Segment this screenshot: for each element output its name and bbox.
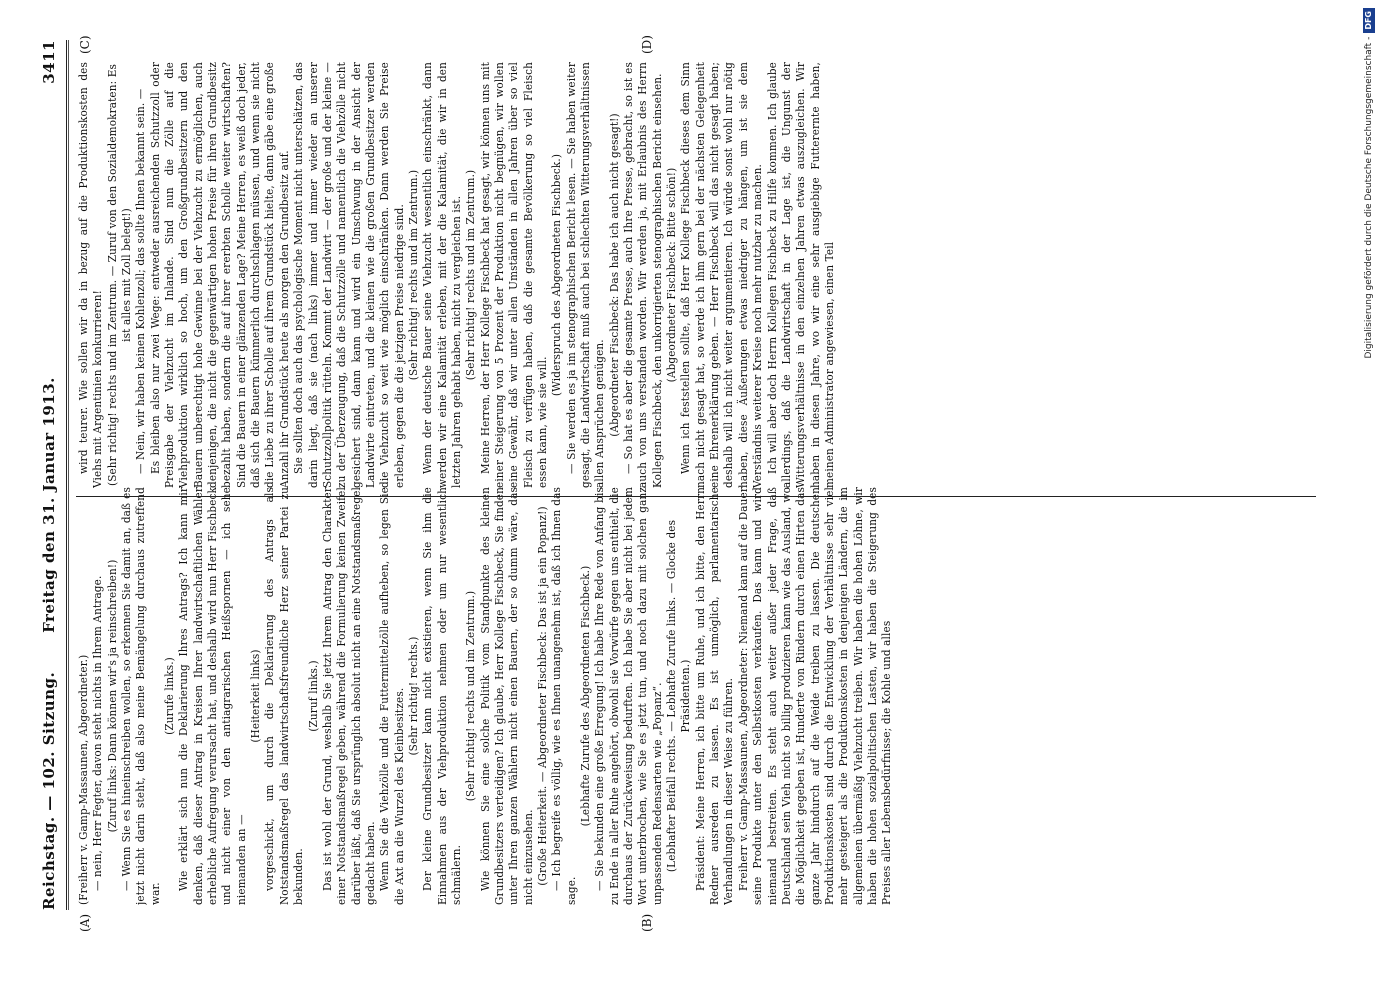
left-column-paragraph: (Lebhafter Beifall rechts. — Lebhafte Zurufe links. — Glocke des Präsidenten.): [664, 519, 693, 873]
margin-marker-c: (C): [78, 35, 92, 54]
left-column-paragraph: — Ich begreife es völlig, wie es Ihnen unangenehm ist, daß ich Ihnen das sage.: [549, 487, 578, 905]
header-rule-thin: [68, 40, 69, 910]
right-column-paragraph: (Abgeordneter Fischbeck: Das habe ich auch nicht gesagt!): [606, 113, 621, 437]
right-column-paragraph: (Sehr richtig! rechts und im Zentrum.): [405, 169, 420, 381]
right-column-paragraph: Es bleiben also nur zwei Wege: entweder ausreichenden Schutzzoll oder Preisgabe der Viehzucht im Inlande. Sind nun die Zölle auf die Viehproduktion wirklich so hoch, um den Großgrundbesitzern und den Bauern unberechtigt hohe Gewinne bei der Viehzucht zu ermöglichen, auch denjenigen, die nicht die gegenwärtigen hohen Preise für ihren Grundbesitz bezahlt haben, sondern die auf ihrer ererbten Scholle weiter wirtschaften? Sind die Bauern in einer glänzenden Lage? Meine Herren, es weiß doch jeder, daß sich die Bauern kümmerlich durchschlagen müssen, und wenn sie nicht die Liebe zu ihrer Scholle auf ihrem Grundstück hielte, dann gäbe eine große Anzahl ihr Grundstück heute als morgen den Grundbesitz auf.: [147, 62, 291, 488]
right-text-column: [76, 62, 1316, 488]
right-column-paragraph: Ich will aber doch Herrn Kollegen Fischbeck zu Hilfe kommen. Ich glaube allerdings, daß die Landwirtschaft in der Lage ist, die Ungunst der Witterungsverhältnisse in den einzelnen Jahren etwas auszugleichen. Wir haben in diesen Jahre, wo wir eine sehr ausgiebige Futterernte haben, meinen Administrator angewiesen, einen Teil: [764, 62, 836, 488]
left-text-column: [76, 487, 1326, 905]
left-column-paragraph: Freiherr v. Gamp-Massaunen, Abgeordneter: Niemand kann auf die Dauer seine Produkte unter den Selbstkosten verkaufen. Das kann und wird niemand bestreiten. Es steht auch weiter außer jeder Frage, daß Deutschland sein Vieh nicht so billig produzieren kann wie das Ausland, wo die Möglichkeit gegeben ist, Hunderte von Rindern durch einen Hirten das ganze Jahr hindurch auf die Weide treiben zu lassen. Die deutschen Produktionskosten sind durch die Entwicklung der Verhältnisse sehr viel mehr gesteigert als die Produktionskosten in denjenigen Ländern, die im allgemeinen übermäßig Viehzucht treiben. Wir haben die hohen Löhne, wir haben die hohen sozialpolitischen Lasten, wir haben die Steigerung des Preises aller Lebensbedürfnisse; die Kohle und alles: [735, 487, 894, 905]
left-column-paragraph: — Sie bekunden eine große Erregung! Ich habe Ihre Rede von Anfang bis zu Ende in aller Ruhe angehört, obwohl sie Vorwürfe gegen uns enthielt, die durchaus der Zurückweisung bedurften. Ich habe Sie aber nicht bei jedem Wort unterbrochen, wie Sie es jetzt tun, und noch dazu mit solchen ganz unpassenden Redensarten wie „Popanz“.: [592, 487, 664, 905]
column-divider: [76, 496, 1316, 497]
right-column-paragraph: — So hat es aber die gesamte Presse, auch Ihre Presse, gebracht, so ist es auch von uns verstanden worden. Wir werden ja, mit Erlaubnis des Herrn Kollegen Fischbeck, den unkorrigierten stenographischen Bericht einsehen.: [621, 62, 664, 488]
right-column-paragraph: — Sie werden es ja im stenographischen Bericht lesen. — Sie haben weiter gesagt, die Landwirtschaft muß auch bei schlechten Witterungsverhältnissen allen Ansprüchen genügen.: [563, 62, 607, 488]
page-header: [40, 40, 62, 970]
left-column-paragraph: (Lebhafte Zurufe des Abgeordneten Fischbeck.): [578, 565, 593, 827]
left-column-paragraph: (Sehr richtig! rechts.): [405, 636, 420, 756]
header-rule: [66, 40, 67, 910]
right-column-paragraph: Meine Herren, der Herr Kollege Fischbeck hat gesagt, wir können uns mit einer Steigerung von 5 Prozent der Produktion nicht begnügen, wir wollen eine Gewähr, daß wir unter allen Umständen in allen Jahren über so viel Fleisch zu verfügen haben, daß die gesamte Bevölkerung so viel Fleisch essen kann, wie sie will.: [477, 62, 549, 488]
header-page-number: 3411: [40, 40, 58, 84]
right-column-paragraph: (Sehr richtig! rechts und im Zentrum.): [463, 169, 478, 381]
right-column-paragraph: (Widerspruch des Abgeordneten Fischbeck.): [549, 153, 564, 397]
header-session: Reichstag. — 102. Sitzung.: [40, 671, 58, 910]
left-column-paragraph: Präsident: Meine Herren, ich bitte um Ruhe, und ich bitte, den Herrn Redner ausreden zu lassen. Es ist unmöglich, parlamentarische Verhandlungen in dieser Weise zu führen.: [692, 487, 736, 905]
left-column-paragraph: (Große Heiterkeit. — Abgeordneter Fischbeck: Das ist ja ein Popanz!): [535, 506, 549, 886]
right-column-paragraph: Wenn ich feststellen sollte, daß Herr Kollege Fischbeck dieses dem Sinn nach nicht gesagt hat, so werde ich ihm gern bei der nächsten Gelegenheit eine Ehrenerklärung geben. — Herr Fischbeck will das nicht gesagt haben; deshalb will ich nicht weiter argumentieren. Ich würde sonst wohl nur nötig haben, diese Äußerungen etwas niedriger zu hängen, um ist sie dem Verständnis weiterer Kreise noch mehr nutzbar zu machen.: [678, 62, 765, 488]
dfg-logo: DFG: [1363, 8, 1375, 33]
left-column-paragraph: (Zuruf links.): [305, 660, 320, 732]
right-column-paragraph: wird teurer. Wie sollen wir da in bezug auf die Produktionskosten des Viehs mit Argentinien konkurrieren!: [76, 62, 105, 488]
left-column-paragraph: Wie erklärt sich nun die Deklarierung Ihres Antrags? Ich kann mir denken, daß dieser Antrag in Kreisen Ihrer landwirtschaftlichen Wähler erhebliche Aufregung verursacht hat, und deshalb wird nun Herr Fischbeck und nicht einer von den antiagrarischen Heißspornen — ich sehe niemanden an —: [176, 487, 248, 905]
left-column-paragraph: (Heiterkeit links): [248, 649, 263, 743]
right-column-paragraph: — Nein, wir haben keinen Kohlenzoll; das sollte Ihnen bekannt sein. —: [133, 88, 148, 474]
left-column-paragraph: (Zuruf links: Dann können wir's ja reinschreiben!): [104, 559, 119, 833]
left-column-paragraph: — Wenn Sie es hineinschreiben wollen, so erkennen Sie damit an, daß es jetzt nicht darin steht, daß also meine Bemängelung durchaus zutreffend war.: [119, 487, 162, 905]
left-column-paragraph: (Sehr richtig! rechts und im Zentrum.): [463, 590, 478, 802]
left-column-paragraph: Wenn Sie die Viehzölle und die Futtermittelzölle aufheben, so legen Sie die Axt an die Wurzel des Kleinbesitzes.: [377, 487, 406, 905]
margin-marker-a: (A): [78, 913, 92, 932]
right-column-paragraph: Sie sollten doch auch das psychologische Moment nicht unterschätzen, das darin liegt, daß sie (nach links) immer und immer wieder an unserer Schutzzollpolitik rütteln. Kommt der Landwirt — der große und der kleine — zu der Überzeugung, daß die Schutzzölle und namentlich die Viehzölle nicht gesichert sind, dann kann und wird ein Umschwung in der Ansicht der Landwirte eintreten, und die kleinen wie die großen Grundbesitzer werden die Viehzucht so weit wie möglich einschränken. Dann werden Sie Preise erleben, gegen die die jetzigen Preise niedrige sind.: [291, 62, 406, 488]
digitization-credit: [1362, 8, 1376, 648]
left-column-paragraph: vorgeschickt, um durch die Deklarierung des Antrags als Notstandsmaßregel das landwirtschaftsfreundliche Herz seiner Partei zu bekunden.: [262, 487, 306, 905]
left-column-paragraph: — nein, Herr Fegter, davon steht nichts in Ihrem Antrage.: [90, 575, 105, 891]
left-column-paragraph: (Freiherr v. Gamp-Massaunen, Abgeordneter.): [76, 654, 90, 905]
right-column-paragraph: (Sehr richtig! rechts und im Zentrum. — Zuruf von den Sozialdemokraten: Es ist alles mit Zoll belegt!): [104, 63, 134, 487]
margin-marker-d: (D): [640, 35, 654, 54]
right-column-paragraph: Wenn der deutsche Bauer seine Viehzucht wesentlich einschränkt, dann werden wir eine Kalamität erleben, mit der die Kalamität, die wir in den letzten Jahren gehabt haben, nicht zu vergleichen ist.: [420, 62, 463, 488]
left-column-paragraph: Das ist wohl der Grund, weshalb Sie jetzt Ihrem Antrag den Charakter einer Notstandsmaßregel geben, während die Formulierung keinen Zweifel darüber läßt, daß Sie ursprünglich absolut nicht an eine Notstandsmaßregel gedacht haben.: [319, 487, 377, 905]
right-column-paragraph: (Abgeordneter Fischbeck: Bitte schön!): [664, 167, 679, 383]
left-column-paragraph: Wie können Sie eine solche Politik vom Standpunkte des kleinen Grundbesitzers verteidigen? Ich glaube, Herr Kollege Fischbeck, Sie finden unter Ihren ganzen Wählern nicht einen Bauern, der so dumm wäre, das nicht einzusehen.: [477, 487, 535, 905]
left-column-paragraph: Der kleine Grundbesitzer kann nicht existieren, wenn Sie ihm die Einnahmen aus der Viehproduktion nehmen oder um nur wesentlich schmälern.: [420, 487, 463, 905]
margin-marker-b: (B): [640, 913, 654, 932]
header-date: Freitag den 31. Januar 1913.: [40, 377, 58, 633]
credit-text: Digitalisierung gefördert durch die Deutsche Forschungsgemeinschaft -: [1364, 36, 1374, 359]
left-column-paragraph: (Zurufe links.): [162, 657, 177, 735]
